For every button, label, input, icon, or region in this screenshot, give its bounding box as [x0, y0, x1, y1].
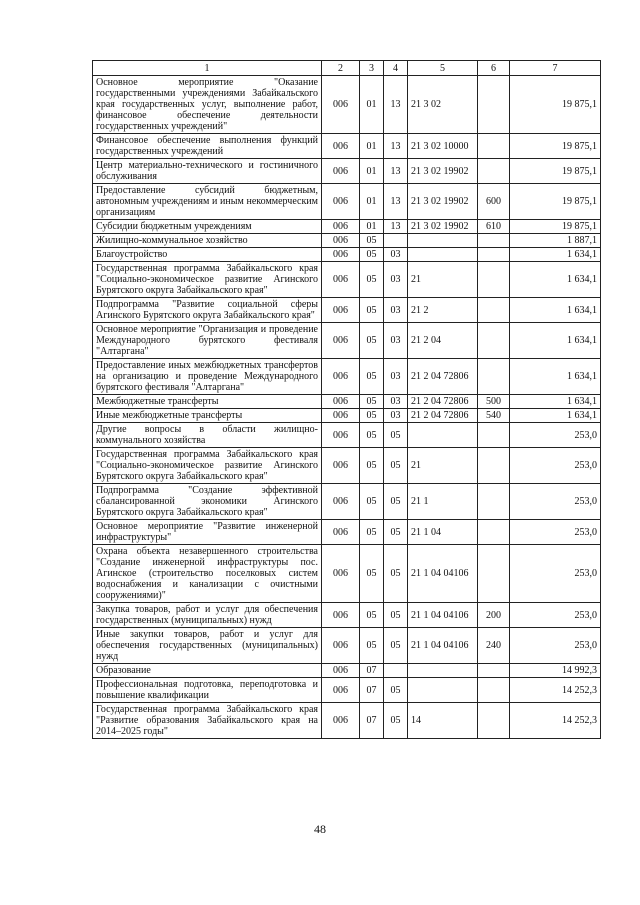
- item-name-cell: Субсидии бюджетным учреждениям: [93, 220, 322, 234]
- subsection-code-cell: 13: [384, 76, 408, 134]
- item-name-cell: Межбюджетные трансферты: [93, 395, 322, 409]
- target-article-cell: 21 3 02 19902: [408, 184, 478, 220]
- section-code-cell: 07: [360, 678, 384, 703]
- target-article-cell: 14: [408, 703, 478, 739]
- header-cell: 5: [408, 61, 478, 76]
- subsection-code-cell: 05: [384, 678, 408, 703]
- amount-cell: 1 634,1: [510, 395, 601, 409]
- target-article-cell: 21 2 04 72806: [408, 409, 478, 423]
- ministry-code-cell: 006: [322, 159, 360, 184]
- header-cell: 6: [478, 61, 510, 76]
- amount-cell: 253,0: [510, 603, 601, 628]
- section-code-cell: 05: [360, 484, 384, 520]
- ministry-code-cell: 006: [322, 520, 360, 545]
- table-row: [93, 545, 601, 603]
- section-code-cell: 07: [360, 703, 384, 739]
- section-code-cell: 01: [360, 134, 384, 159]
- ministry-code-cell: 006: [322, 359, 360, 395]
- target-article-cell: 21 3 02: [408, 76, 478, 134]
- table-row: [93, 184, 601, 220]
- table-row: [93, 262, 601, 298]
- table-row: [93, 248, 601, 262]
- subsection-code-cell: 05: [384, 703, 408, 739]
- table-row: [93, 395, 601, 409]
- ministry-code-cell: 006: [322, 545, 360, 603]
- target-article-cell: [408, 664, 478, 678]
- expense-type-cell: [478, 484, 510, 520]
- item-name-cell: Охрана объекта незавершенного строительства "Создание инженерной инфраструктуры пос. Агинское (строительство поселковых систем водоснабжения и канализации с очистными сооружениями)": [93, 545, 322, 603]
- budget-table: [92, 60, 601, 739]
- item-name-cell: Основное мероприятие "Развитие инженерной инфраструктуры": [93, 520, 322, 545]
- section-code-cell: 01: [360, 220, 384, 234]
- subsection-code-cell: 05: [384, 628, 408, 664]
- target-article-cell: [408, 248, 478, 262]
- amount-cell: 253,0: [510, 423, 601, 448]
- amount-cell: 1 634,1: [510, 262, 601, 298]
- ministry-code-cell: 006: [322, 628, 360, 664]
- section-code-cell: 01: [360, 184, 384, 220]
- expense-type-cell: 610: [478, 220, 510, 234]
- section-code-cell: 05: [360, 359, 384, 395]
- item-name-cell: Иные закупки товаров, работ и услуг для обеспечения государственных (муниципальных) нужд: [93, 628, 322, 664]
- amount-cell: 1 634,1: [510, 298, 601, 323]
- ministry-code-cell: 006: [322, 484, 360, 520]
- ministry-code-cell: 006: [322, 184, 360, 220]
- expense-type-cell: [478, 262, 510, 298]
- ministry-code-cell: 006: [322, 703, 360, 739]
- expense-type-cell: 600: [478, 184, 510, 220]
- amount-cell: 14 992,3: [510, 664, 601, 678]
- subsection-code-cell: 05: [384, 448, 408, 484]
- section-code-cell: 01: [360, 76, 384, 134]
- amount-cell: 19 875,1: [510, 134, 601, 159]
- target-article-cell: 21 2 04: [408, 323, 478, 359]
- item-name-cell: Основное мероприятие "Оказание государственными учреждениями Забайкальского края государственных услуг, выполнение работ, финансовое обеспечение деятельности государственных учреждений": [93, 76, 322, 134]
- amount-cell: 14 252,3: [510, 678, 601, 703]
- amount-cell: 14 252,3: [510, 703, 601, 739]
- expense-type-cell: [478, 248, 510, 262]
- table-row: [93, 359, 601, 395]
- expense-type-cell: [478, 448, 510, 484]
- ministry-code-cell: 006: [322, 248, 360, 262]
- item-name-cell: Профессиональная подготовка, переподготовка и повышение квалификации: [93, 678, 322, 703]
- section-code-cell: 05: [360, 545, 384, 603]
- subsection-code-cell: 05: [384, 520, 408, 545]
- expense-type-cell: [478, 76, 510, 134]
- target-article-cell: 21 1 04 04106: [408, 545, 478, 603]
- ministry-code-cell: 006: [322, 220, 360, 234]
- expense-type-cell: [478, 234, 510, 248]
- table-row: [93, 134, 601, 159]
- table-row: [93, 409, 601, 423]
- target-article-cell: 21 1 04 04106: [408, 628, 478, 664]
- item-name-cell: Центр материально-технического и гостиничного обслуживания: [93, 159, 322, 184]
- table-row: [93, 678, 601, 703]
- target-article-cell: 21 3 02 19902: [408, 159, 478, 184]
- item-name-cell: Жилищно-коммунальное хозяйство: [93, 234, 322, 248]
- section-code-cell: 05: [360, 603, 384, 628]
- ministry-code-cell: 006: [322, 298, 360, 323]
- amount-cell: 1 634,1: [510, 359, 601, 395]
- subsection-code-cell: 13: [384, 159, 408, 184]
- amount-cell: 253,0: [510, 628, 601, 664]
- ministry-code-cell: 006: [322, 664, 360, 678]
- table-row: [93, 664, 601, 678]
- section-code-cell: 05: [360, 628, 384, 664]
- section-code-cell: 05: [360, 234, 384, 248]
- item-name-cell: Закупка товаров, работ и услуг для обеспечения государственных (муниципальных) нужд: [93, 603, 322, 628]
- amount-cell: 253,0: [510, 448, 601, 484]
- section-code-cell: 05: [360, 409, 384, 423]
- expense-type-cell: [478, 134, 510, 159]
- table-header-row: [93, 61, 601, 76]
- target-article-cell: 21 3 02 10000: [408, 134, 478, 159]
- item-name-cell: Подпрограмма "Развитие социальной сферы Агинского Бурятского округа Забайкальского края": [93, 298, 322, 323]
- amount-cell: 253,0: [510, 520, 601, 545]
- item-name-cell: Государственная программа Забайкальского края "Социально-экономическое развитие Агинского Бурятского округа Забайкальского края": [93, 448, 322, 484]
- table-row: [93, 323, 601, 359]
- table-row: [93, 520, 601, 545]
- item-name-cell: Благоустройство: [93, 248, 322, 262]
- ministry-code-cell: 006: [322, 395, 360, 409]
- subsection-code-cell: 13: [384, 220, 408, 234]
- ministry-code-cell: 006: [322, 234, 360, 248]
- header-cell: 4: [384, 61, 408, 76]
- amount-cell: 19 875,1: [510, 184, 601, 220]
- amount-cell: 1 634,1: [510, 323, 601, 359]
- subsection-code-cell: 03: [384, 262, 408, 298]
- expense-type-cell: [478, 520, 510, 545]
- expense-type-cell: [478, 545, 510, 603]
- table-row: [93, 76, 601, 134]
- subsection-code-cell: 05: [384, 603, 408, 628]
- item-name-cell: Иные межбюджетные трансферты: [93, 409, 322, 423]
- expense-type-cell: [478, 703, 510, 739]
- amount-cell: 253,0: [510, 484, 601, 520]
- subsection-code-cell: [384, 234, 408, 248]
- header-cell: 3: [360, 61, 384, 76]
- ministry-code-cell: 006: [322, 76, 360, 134]
- subsection-code-cell: 13: [384, 184, 408, 220]
- expense-type-cell: [478, 359, 510, 395]
- subsection-code-cell: 03: [384, 359, 408, 395]
- header-cell: 1: [93, 61, 322, 76]
- expense-type-cell: [478, 159, 510, 184]
- table-body: [93, 76, 601, 739]
- subsection-code-cell: 03: [384, 323, 408, 359]
- ministry-code-cell: 006: [322, 134, 360, 159]
- ministry-code-cell: 006: [322, 678, 360, 703]
- table-row: [93, 448, 601, 484]
- item-name-cell: Основное мероприятие "Организация и проведение Международного бурятского фестиваля "Алтаргана": [93, 323, 322, 359]
- item-name-cell: Предоставление иных межбюджетных трансфертов на организацию и проведение Международного бурятского фестиваля "Алтаргана": [93, 359, 322, 395]
- section-code-cell: 05: [360, 248, 384, 262]
- ministry-code-cell: 006: [322, 262, 360, 298]
- page-number: 48: [314, 822, 326, 836]
- item-name-cell: Государственная программа Забайкальского края "Развитие образования Забайкальского края на 2014–2025 годы": [93, 703, 322, 739]
- header-cell: 2: [322, 61, 360, 76]
- section-code-cell: 05: [360, 298, 384, 323]
- amount-cell: 1 887,1: [510, 234, 601, 248]
- subsection-code-cell: 03: [384, 248, 408, 262]
- expense-type-cell: 500: [478, 395, 510, 409]
- table-row: [93, 484, 601, 520]
- subsection-code-cell: [384, 664, 408, 678]
- ministry-code-cell: 006: [322, 423, 360, 448]
- amount-cell: 1 634,1: [510, 409, 601, 423]
- subsection-code-cell: 03: [384, 409, 408, 423]
- table-row: [93, 423, 601, 448]
- subsection-code-cell: 03: [384, 298, 408, 323]
- target-article-cell: 21 2: [408, 298, 478, 323]
- section-code-cell: 05: [360, 423, 384, 448]
- section-code-cell: 05: [360, 520, 384, 545]
- subsection-code-cell: 03: [384, 395, 408, 409]
- table-row: [93, 703, 601, 739]
- ministry-code-cell: 006: [322, 448, 360, 484]
- target-article-cell: 21 3 02 19902: [408, 220, 478, 234]
- expense-type-cell: [478, 298, 510, 323]
- target-article-cell: 21 1 04 04106: [408, 603, 478, 628]
- table-row: [93, 220, 601, 234]
- section-code-cell: 05: [360, 262, 384, 298]
- item-name-cell: Другие вопросы в области жилищно-коммунального хозяйства: [93, 423, 322, 448]
- section-code-cell: 05: [360, 395, 384, 409]
- subsection-code-cell: 05: [384, 484, 408, 520]
- section-code-cell: 05: [360, 448, 384, 484]
- item-name-cell: Государственная программа Забайкальского края "Социально-экономическое развитие Агинского Бурятского округа Забайкальского края": [93, 262, 322, 298]
- expense-type-cell: [478, 423, 510, 448]
- item-name-cell: Предоставление субсидий бюджетным, автономным учреждениям и иным некоммерческим организациям: [93, 184, 322, 220]
- expense-type-cell: 240: [478, 628, 510, 664]
- header-cell: 7: [510, 61, 601, 76]
- expense-type-cell: [478, 323, 510, 359]
- amount-cell: 253,0: [510, 545, 601, 603]
- ministry-code-cell: 006: [322, 409, 360, 423]
- amount-cell: 1 634,1: [510, 248, 601, 262]
- expense-type-cell: [478, 678, 510, 703]
- target-article-cell: 21 1 04: [408, 520, 478, 545]
- table-row: [93, 159, 601, 184]
- target-article-cell: 21: [408, 262, 478, 298]
- subsection-code-cell: 13: [384, 134, 408, 159]
- ministry-code-cell: 006: [322, 323, 360, 359]
- ministry-code-cell: 006: [322, 603, 360, 628]
- item-name-cell: Подпрограмма "Создание эффективной сбалансированной экономики Агинского Бурятского округа Забайкальского края": [93, 484, 322, 520]
- section-code-cell: 01: [360, 159, 384, 184]
- section-code-cell: 07: [360, 664, 384, 678]
- target-article-cell: [408, 234, 478, 248]
- target-article-cell: [408, 423, 478, 448]
- table-row: [93, 628, 601, 664]
- expense-type-cell: [478, 664, 510, 678]
- subsection-code-cell: 05: [384, 423, 408, 448]
- target-article-cell: 21 2 04 72806: [408, 359, 478, 395]
- item-name-cell: Финансовое обеспечение выполнения функций государственных учреждений: [93, 134, 322, 159]
- table-row: [93, 603, 601, 628]
- target-article-cell: 21: [408, 448, 478, 484]
- expense-type-cell: 200: [478, 603, 510, 628]
- target-article-cell: [408, 678, 478, 703]
- amount-cell: 19 875,1: [510, 159, 601, 184]
- table-row: [93, 234, 601, 248]
- item-name-cell: Образование: [93, 664, 322, 678]
- expense-type-cell: 540: [478, 409, 510, 423]
- amount-cell: 19 875,1: [510, 220, 601, 234]
- amount-cell: 19 875,1: [510, 76, 601, 134]
- target-article-cell: 21 1: [408, 484, 478, 520]
- section-code-cell: 05: [360, 323, 384, 359]
- table-row: [93, 298, 601, 323]
- target-article-cell: 21 2 04 72806: [408, 395, 478, 409]
- subsection-code-cell: 05: [384, 545, 408, 603]
